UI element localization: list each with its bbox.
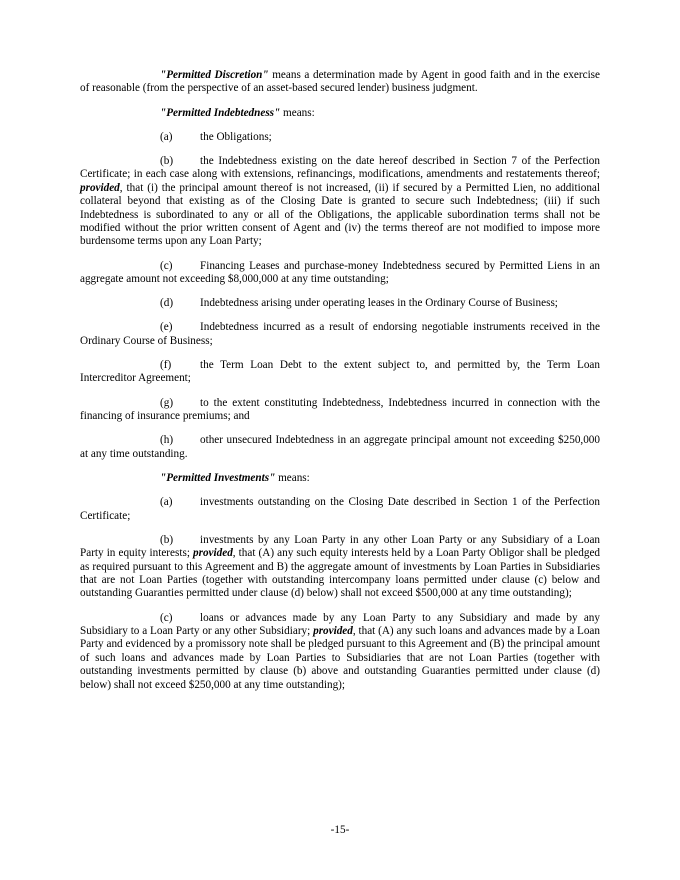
clause-item: [80, 155, 600, 249]
clause-number: (h): [160, 434, 174, 447]
clause-text: loans or advances made by any Loan Party to any Subsidiary and made by any Subsidiary to a Loan Party or any other Subsidiary;: [80, 611, 600, 637]
clause-text: to the extent constituting Indebtedness, Indebtedness incurred in connection with the financing of insurance premiums; and: [80, 396, 600, 423]
clause-text: other unsecured Indebtedness in an aggregate principal amount not exceeding $250,000 at any time outstanding.: [80, 434, 600, 460]
clause-text: the Term Loan Debt to the extent subject to, and permitted by, the Term Loan Intercreditor Agreement;: [80, 359, 600, 385]
clause-text: Indebtedness arising under operating leases in the Ordinary Course of Business;: [200, 297, 558, 310]
clause-item: [80, 297, 600, 310]
clause-number: (d): [160, 297, 174, 310]
definition-text: means:: [275, 471, 310, 484]
clause-number: (c): [160, 611, 173, 624]
clause-item: [80, 260, 600, 287]
page-number: -15-: [330, 824, 350, 836]
definition-permitted-indebtedness: [80, 107, 600, 120]
definition-permitted-investments: [80, 472, 600, 485]
clause-text: Financing Leases and purchase-money Indebtedness secured by Permitted Liens in an aggregate amount not exceeding $8,000,000 at any time outstanding;: [80, 259, 600, 286]
definition-text: means a determination made by Agent in good faith and in the exercise of reasonable (from the perspective of an asset-based secured lender) business judgment.: [80, 69, 600, 95]
clause-number: (a): [160, 496, 173, 509]
clause-number: (c): [160, 259, 173, 272]
emphasis-text: provided: [313, 624, 353, 637]
emphasis-text: provided: [193, 547, 233, 560]
clause-number: (e): [160, 321, 173, 334]
clause-number: (g): [160, 396, 174, 409]
clause-number: (f): [160, 359, 172, 372]
clause-item: [80, 131, 600, 144]
clause-text: , that (A) any such equity interests held by a Loan Party Obligor shall be pledged as required pursuant to this Agreement and B) the aggregate amount of investments by Loan Parties in Subsidiaries that are not Loan Parties (together with outstanding intercompany loans permitted under clause (c) below and outstanding Guaranties permitted under clause (d) below) shall not exceed $500,000 at any time outstanding);: [80, 547, 600, 600]
clause-number: (a): [160, 130, 173, 143]
defined-term: "Permitted Discretion": [160, 69, 269, 81]
clause-text: Indebtedness incurred as a result of endorsing negotiable instruments received in the Ordinary Course of Business;: [80, 321, 600, 347]
clause-text: , that (A) any such loans and advances made by a Loan Party and evidenced by a promissory note shall be pledged pursuant to this Agreement and (B) the principal amount of such loans and advances made by Loan Parties to Subsidiaries that are not Loan Parties (together with outstanding investments permitted by clause (b) above and outstanding Guaranties permitted under clause (d) below) shall not exceed $250,000 at any time outstanding);: [80, 624, 600, 691]
defined-term: "Permitted Investments": [160, 471, 276, 484]
clause-item: [80, 612, 600, 692]
clause-number: (b): [160, 155, 174, 168]
clause-item: [80, 496, 600, 523]
clause-text: the Indebtedness existing on the date hereof described in Section 7 of the Perfection Certificate; in each case along with extensions, refinancings, modifications, amendments and restatements thereof;: [80, 155, 600, 181]
clause-text: investments by any Loan Party in any other Loan Party or any Subsidiary of a Loan Party in equity interests;: [80, 533, 600, 560]
emphasis-text: provided: [80, 181, 120, 194]
clause-text: investments outstanding on the Closing Date described in Section 1 of the Perfection Certificate;: [80, 496, 600, 522]
clause-item: [80, 434, 600, 461]
definition-permitted-discretion: [80, 69, 600, 96]
document-page: [80, 69, 600, 703]
clause-text: , that (i) the principal amount thereof is not increased, (ii) if secured by a Permitted Lien, no additional collateral beyond that existing as of the Closing Date is granted to secure such Indebtedness; (iii) if such Indebtedness is subordinated to any or all of the Obligations, the applicable subordination terms shall not be modified without the prior written consent of Agent and (iv) the terms thereof are not modified to impose more burdensome terms upon any Loan Party;: [80, 181, 600, 248]
clause-text: the Obligations;: [200, 130, 272, 143]
clause-item: [80, 359, 600, 386]
clause-item: [80, 534, 600, 601]
clause-item: [80, 321, 600, 348]
clause-item: [80, 397, 600, 424]
definition-text: means:: [280, 106, 315, 119]
clause-number: (b): [160, 533, 174, 546]
defined-term: "Permitted Indebtedness": [160, 106, 281, 119]
